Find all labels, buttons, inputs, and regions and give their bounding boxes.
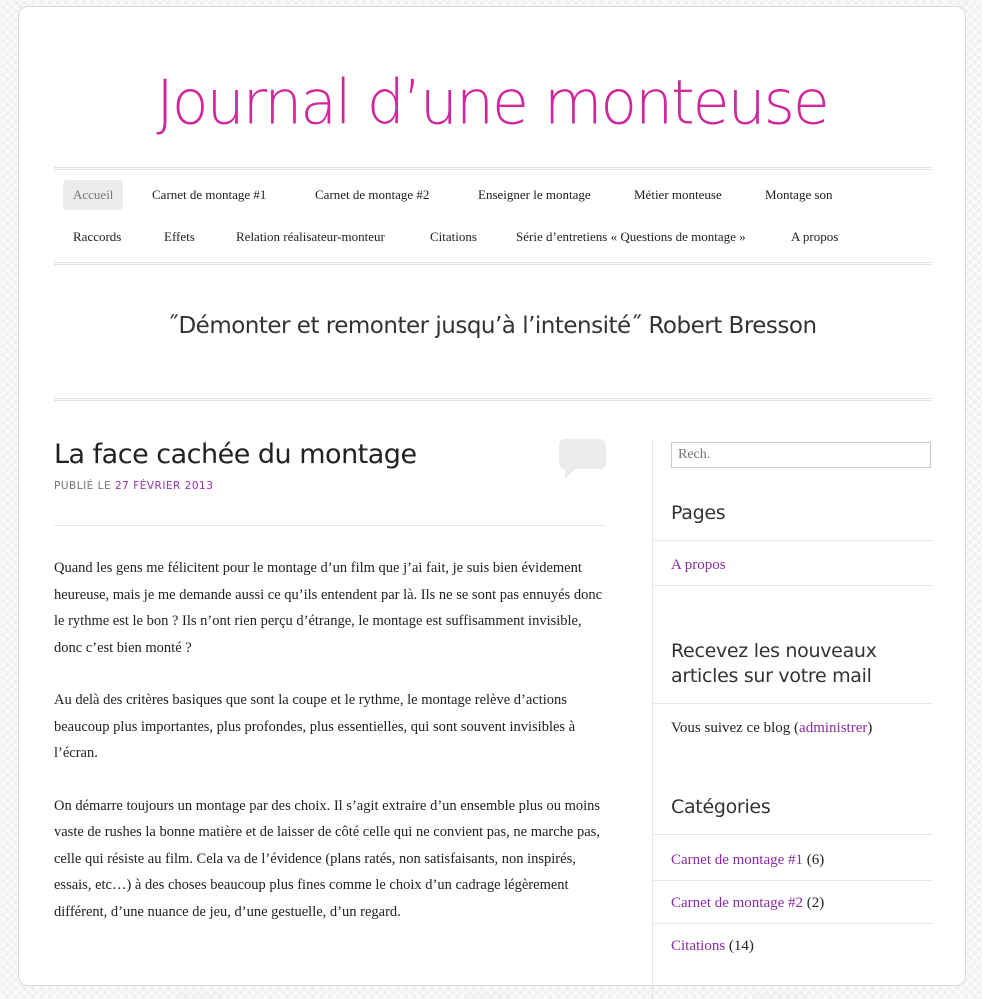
nav-item-citations[interactable]: Citations	[430, 229, 477, 244]
post-content	[54, 555, 609, 951]
category-link[interactable]: Carnet de montage #2	[671, 895, 804, 911]
widget-divider	[653, 585, 933, 586]
categories-widget-title: Catégories	[671, 796, 771, 818]
category-item	[671, 852, 824, 869]
nav-item-raccords[interactable]: Raccords	[73, 229, 122, 244]
page-container	[18, 6, 966, 986]
category-item	[671, 895, 824, 912]
post-meta	[54, 480, 213, 492]
category-link[interactable]: Citations	[671, 938, 726, 954]
nav-item-montage-son[interactable]: Montage son	[765, 187, 833, 202]
pages-item	[671, 557, 726, 574]
category-count: (6)	[806, 852, 825, 868]
comment-bubble-icon[interactable]	[559, 439, 606, 469]
category-count: (14)	[728, 938, 754, 954]
site-tagline: ˝Démonter et remonter jusqu’à l’intensité˝ Robert Bresson	[167, 313, 817, 339]
follow-prefix: Vous suivez ce blog (	[671, 720, 800, 736]
site-title[interactable]: Journal d’une monteuse	[156, 67, 828, 139]
post-date-link[interactable]: 27 FÉVRIER 2013	[114, 480, 214, 492]
follow-suffix: )	[867, 720, 873, 736]
header-divider	[54, 398, 932, 401]
main-navigation	[54, 167, 932, 265]
nav-item-carnet-2[interactable]: Carnet de montage #2	[315, 187, 430, 202]
post-title[interactable]: La face cachée du montage	[54, 439, 417, 470]
category-count: (2)	[806, 895, 825, 911]
post-meta-divider	[54, 525, 606, 526]
widget-divider	[653, 703, 933, 704]
follow-status	[671, 720, 872, 737]
sidebar	[652, 439, 933, 999]
nav-item-metier[interactable]: Métier monteuse	[634, 187, 722, 202]
widget-divider	[653, 880, 933, 881]
nav-item-effets[interactable]: Effets	[164, 229, 195, 244]
nav-item-carnet-1[interactable]: Carnet de montage #1	[152, 187, 267, 202]
search-input[interactable]	[671, 442, 931, 468]
subscribe-widget-title: Recevez les nouveaux articles sur votre mail	[671, 640, 877, 687]
widget-divider	[653, 923, 933, 924]
widget-divider	[653, 834, 933, 835]
post-meta-label: PUBLIÉ LE	[54, 480, 112, 492]
administer-link[interactable]: administrer	[799, 720, 868, 736]
post-paragraph: On démarre toujours un montage par des choix. Il s’agit extraire d’un ensemble plus ou moins vaste de rushes la bonne matière et de laisser de côté celle qui ne convient pas, ne marche pas, celle qui résiste au film. Cela va de l’évidence (plans ratés, non satisfaisants, non inspirés, essais, etc…) à des choses beaucoup plus fines comme le choix d’un cadrage légèrement différent, d’une nuance de jeu, d’une gestuelle, d’un regard.	[54, 797, 601, 920]
nav-item-accueil[interactable]: Accueil	[63, 180, 123, 210]
nav-item-enseigner[interactable]: Enseigner le montage	[478, 187, 591, 202]
nav-item-relation[interactable]: Relation réalisateur-monteur	[236, 229, 385, 244]
pages-widget-title: Pages	[671, 502, 726, 524]
post-paragraph: Au delà des critères basiques que sont la coupe et le rythme, le montage relève d’actions beaucoup plus importantes, plus profondes, plus essentielles, qui sont souvent invisibles à l’écran.	[54, 692, 576, 761]
widget-divider	[653, 540, 933, 541]
pages-link-a-propos[interactable]: A propos	[671, 557, 726, 573]
nav-item-entretiens[interactable]: Série d’entretiens « Questions de montage »	[516, 229, 746, 244]
category-item	[671, 938, 754, 955]
category-link[interactable]: Carnet de montage #1	[671, 852, 804, 868]
post-paragraph: Quand les gens me félicitent pour le montage d’un film que j’ai fait, je suis bien évidement heureuse, mais je me demande aussi ce qu’ils entendent par là. Ils ne se sont pas ennuyés donc le rythme est le bon ? Ils n’ont rien perçu d’étrange, le montage est suffisamment invisible, donc c’est bien monté ?	[54, 560, 603, 656]
nav-item-a-propos[interactable]: A propos	[791, 229, 839, 244]
